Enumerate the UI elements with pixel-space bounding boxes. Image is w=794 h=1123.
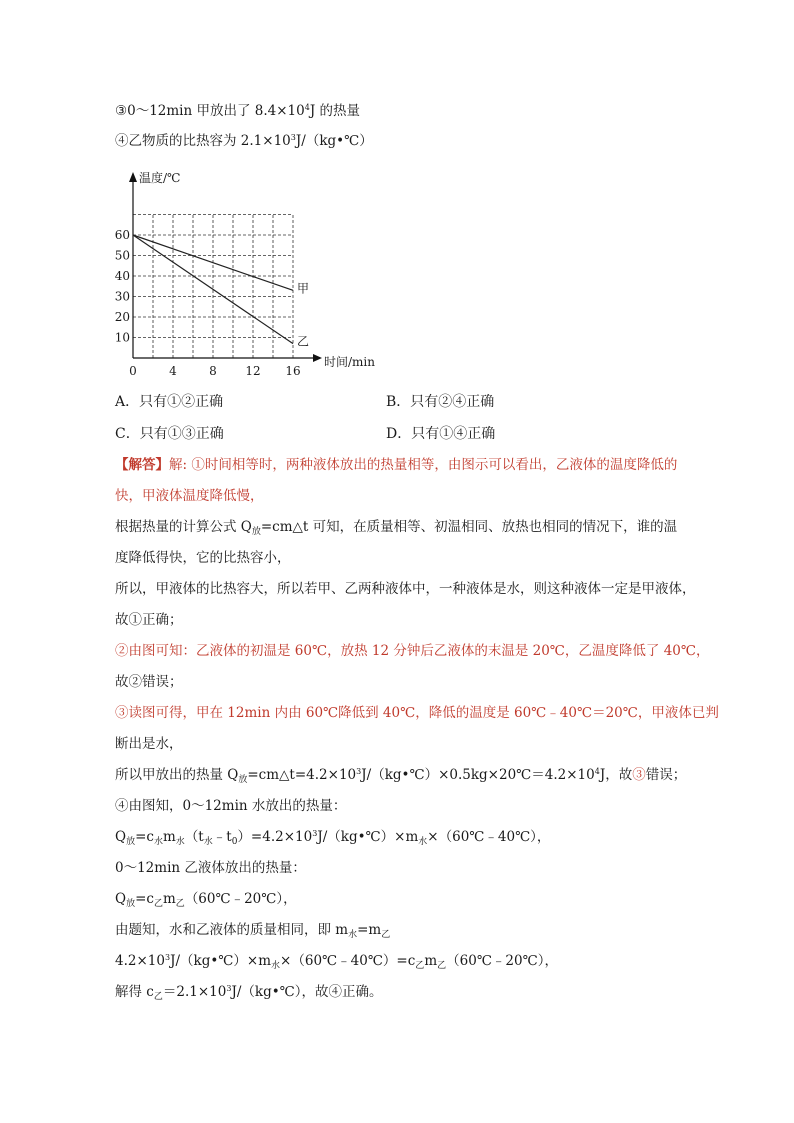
answer-line-17 (115, 951, 558, 971)
answer-line-17-e: （60℃﹣20℃）， (446, 953, 558, 969)
answer-line-13-e: ﹣t (212, 829, 232, 845)
answer-line-8: 故②错误； (115, 674, 183, 690)
answer-line-14: 0～12min 乙液体放出的热量： (115, 860, 306, 876)
answer-line-15-d: （60℃﹣20℃）， (184, 891, 297, 907)
option-b[interactable]: B．只有②④正确 (386, 394, 495, 410)
answer-line-1 (115, 455, 677, 475)
answer-line-11-a: 所以甲放出的热量 Q (115, 767, 239, 783)
answer-line-11-sub: 放 (238, 775, 248, 785)
x-tick-label: 8 (209, 364, 217, 378)
answer-line-17-sub1: 水 (271, 961, 281, 971)
answer-line-17-sub3: 乙 (437, 961, 447, 971)
x-axis-label: 时间/min (324, 355, 375, 369)
statement-4 (115, 131, 373, 151)
answer-line-13-sub2: 水 (153, 837, 163, 847)
option-a[interactable]: A．只有①②正确 (115, 394, 224, 410)
option-d[interactable]: D．只有①④正确 (386, 426, 496, 442)
answer-line-13-f: ）=4.2×10 (237, 829, 313, 845)
answer-line-17-c: ×（60℃﹣40℃）=c (280, 953, 416, 969)
series-label-2: 乙 (297, 334, 310, 349)
answer-line-17-a: 4.2×10 (115, 953, 165, 969)
answer-line-13-h: ×（60℃﹣40℃）， (427, 829, 551, 845)
y-tick-label: 60 (114, 228, 130, 242)
x-tick-label: 4 (169, 364, 177, 378)
answer-line-16-b: =m (357, 922, 382, 938)
answer-line-13-sub5: 0 (231, 837, 238, 847)
answer-line-13-sub4: 水 (203, 837, 213, 847)
answer-line-6: 故①正确； (115, 612, 183, 628)
answer-line-15-a: Q (115, 891, 127, 907)
answer-line-16-sub2: 乙 (381, 930, 391, 940)
answer-line-16-a: 由题知，水和乙液体的质量相同，即 m (115, 922, 349, 938)
answer-line-13-sub6: 水 (418, 837, 428, 847)
y-axis-label: 温度/℃ (139, 171, 181, 185)
answer-line-13-g: J/（kg•℃）×m (317, 829, 419, 845)
statement-3-text: ③0～12min 甲放出了 8.4×10 (115, 103, 305, 119)
y-tick-label: 30 (114, 289, 130, 304)
answer-line-13-sub3: 水 (175, 837, 185, 847)
y-tick-label: 10 (114, 330, 130, 345)
y-tick-label: 40 (114, 269, 130, 283)
statement-4-text: ④乙物质的比热容为 2.1×10 (115, 133, 291, 149)
answer-line-18 (115, 982, 383, 1002)
answer-line-7: ②由图可知：乙液体的初温是 60℃，放热 12 分钟后乙液体的末温是 20℃，乙温度降低了 40℃， (115, 643, 710, 659)
answer-line-18-a: 解得 c (115, 984, 154, 1000)
answer-line-17-sub2: 乙 (415, 961, 425, 971)
y-tick-label: 20 (114, 310, 130, 324)
answer-line-11-c: J/（kg•℃）×0.5kg×20℃＝4.2×10 (361, 767, 595, 783)
answer-line-18-sup: 3 (226, 984, 232, 993)
x-axis-arrow-icon (313, 354, 322, 362)
answer-line-11-f: 错误； (645, 767, 687, 783)
answer-line-13 (115, 827, 550, 847)
option-c[interactable]: C．只有①③正确 (115, 426, 224, 442)
answer-line-11 (115, 765, 686, 785)
answer-line-16 (115, 920, 390, 940)
answer-line-10: 断出是水， (115, 736, 183, 752)
answer-line-12: ④由图知，0～12min 水放出的热量： (115, 798, 347, 814)
answer-line-16-sub1: 水 (348, 930, 358, 940)
answer-line-1-c: 时间相等时，两种液体放出的热量相等，由图示可以看出，乙液体的温度降低的 (204, 457, 678, 473)
answer-line-3-sub: 放 (251, 527, 261, 537)
answer-line-5: 所以，甲液体的比热容大，所以若甲、乙两种液体中，一种液体是水，则这种液体一定是甲液体， (115, 581, 696, 597)
y-tick-label: 50 (114, 248, 130, 263)
statement-4-unit: J/（kg•℃） (295, 133, 373, 149)
answer-line-1-b: ① (191, 457, 205, 473)
series-label-1: 甲 (297, 281, 310, 296)
statement-3 (115, 101, 360, 121)
x-tick-label: 16 (285, 364, 301, 378)
answer-line-13-d: （t (184, 829, 204, 845)
answer-line-2: 快，甲液体温度降低慢， (115, 488, 264, 504)
statement-4-exponent: 3 (290, 133, 296, 142)
answer-line-15-c: m (162, 891, 176, 907)
answer-line-15 (115, 889, 297, 909)
answer-line-15-b: =c (135, 891, 154, 907)
answer-line-15-sub3: 乙 (175, 899, 185, 909)
answer-line-11-e: ③ (632, 767, 646, 783)
x-tick-label: 0 (129, 364, 137, 378)
answer-line-3-c: =cm△t 可知，在质量相等、初温相同、放热也相同的情况下，谁的温 (260, 519, 678, 535)
answer-line-18-sub: 乙 (153, 992, 163, 1002)
answer-line-15-sub1: 放 (126, 899, 136, 909)
answer-line-11-d: J，故 (599, 767, 633, 783)
answer-line-3 (115, 517, 677, 537)
answer-line-15-sub2: 乙 (153, 899, 163, 909)
answer-line-18-b: ＝2.1×10 (162, 984, 227, 1000)
answer-line-13-a: Q (115, 829, 127, 845)
answer-tag: 【解答】 (115, 457, 169, 473)
answer-line-13-b: =c (135, 829, 154, 845)
answer-line-17-sup: 3 (164, 953, 171, 962)
answer-line-3-a: 根据热量的计算公式 Q (115, 519, 252, 535)
answer-line-11-sup1: 3 (356, 767, 362, 776)
answer-line-11-b: =cm△t=4.2×10 (247, 767, 357, 783)
answer-line-13-c: m (162, 829, 176, 845)
answer-line-17-b: J/（kg•℃）×m (170, 953, 272, 969)
y-axis-arrow-icon (129, 172, 137, 182)
answer-line-1-a: 解: (169, 457, 192, 473)
answer-line-9: ③读图可得，甲在 12min 内由 60℃降低到 40℃，降低的温度是 60℃﹣40℃＝20℃，甲液体已判 (115, 705, 719, 721)
answer-line-13-sub1: 放 (126, 837, 136, 847)
answer-line-13-sup: 3 (312, 829, 318, 838)
temperature-time-chart (110, 168, 400, 380)
statement-3-exponent: 4 (304, 103, 310, 112)
answer-line-18-c: J/（kg•℃），故④正确。 (231, 984, 383, 1000)
answer-line-11-sup2: 4 (594, 767, 600, 776)
answer-line-17-d: m (424, 953, 438, 969)
answer-line-4: 度降低得快，它的比热容小， (115, 550, 291, 566)
statement-3-unit: J 的热量 (309, 103, 361, 119)
x-tick-label: 12 (245, 364, 261, 378)
